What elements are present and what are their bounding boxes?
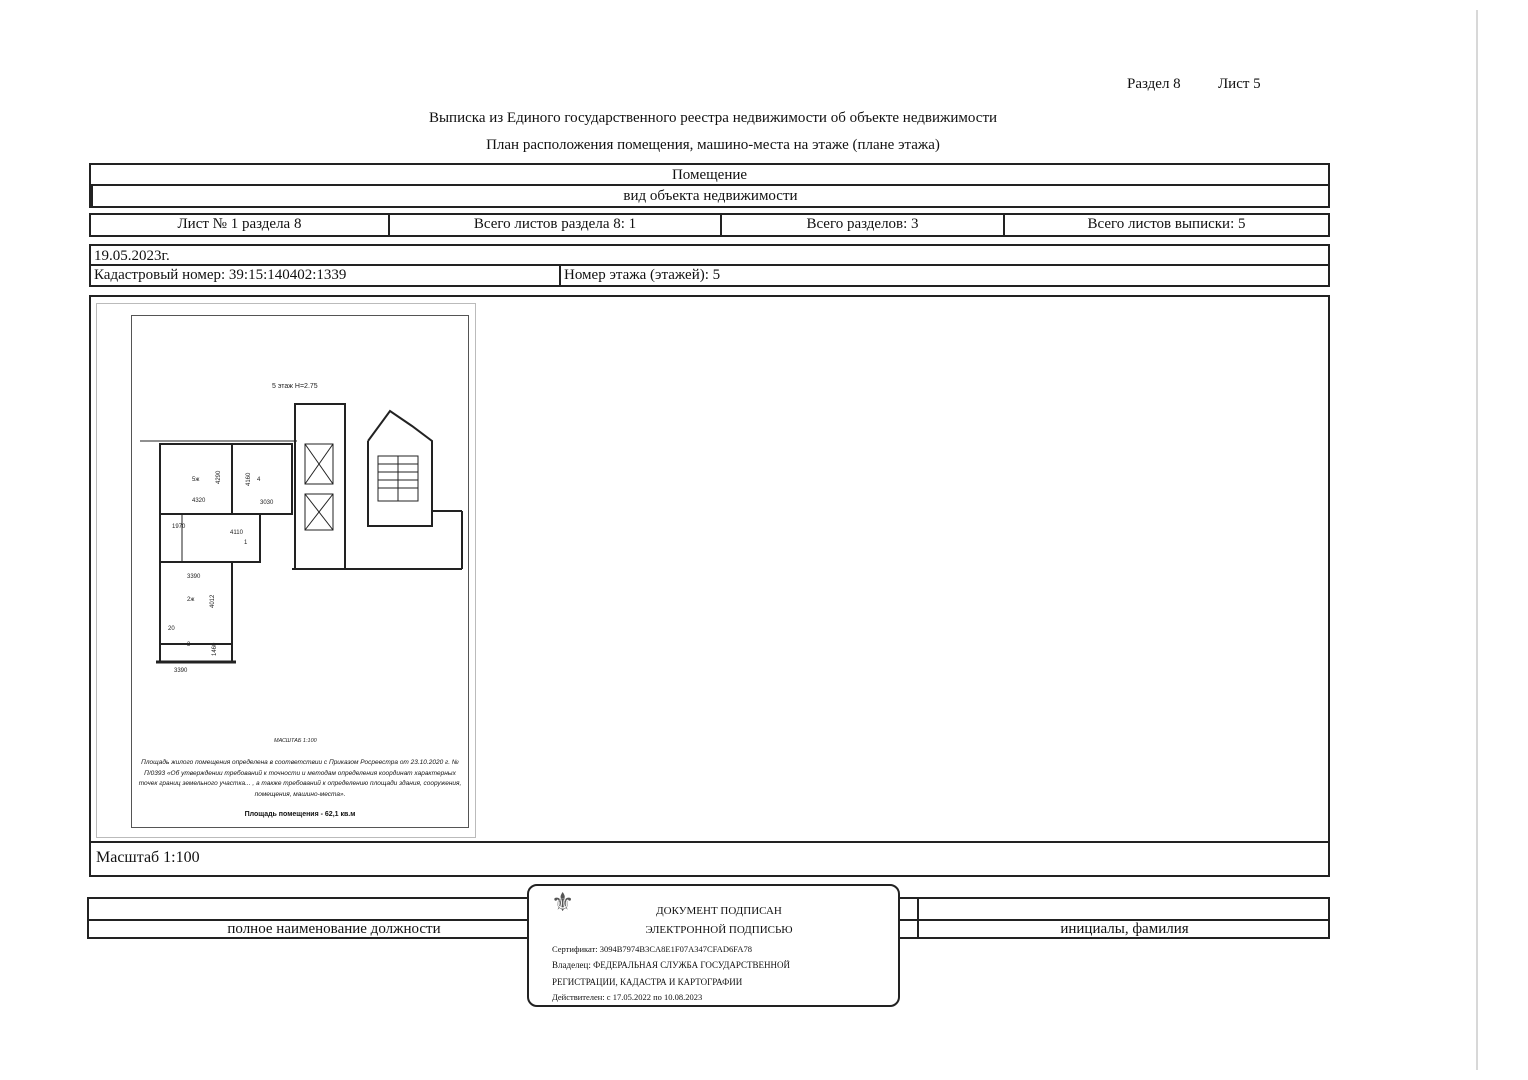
emblem-icon: ⚜: [551, 888, 575, 917]
stamp-owner-1: Владелец: ФЕДЕРАЛЬНАЯ СЛУЖБА ГОСУДАРСТВЕННОЙ: [552, 960, 791, 970]
dim-10: 1970: [172, 524, 186, 530]
dim-9: 4110: [230, 530, 243, 536]
document-subtitle: План расположения помещения, машино-места на этаже (плане этажа): [486, 137, 940, 153]
room-label-1: 1: [244, 540, 248, 546]
dim-2: 3030: [260, 500, 274, 506]
room-label-5: 5ж: [192, 477, 200, 483]
stamp-validity: Действителен: с 17.05.2022 по 10.08.2023: [552, 992, 703, 1002]
document-title: Выписка из Единого государственного реестра недвижимости об объекте недвижимости: [428, 110, 998, 126]
plan-divider: [89, 841, 1330, 843]
page-edge: [1476, 10, 1478, 1070]
room-label-2: 2ж: [187, 597, 195, 603]
dim-11: 1460: [212, 642, 218, 656]
dim-6: 4012: [210, 594, 216, 608]
wall-room-1: [160, 514, 260, 562]
floor-plan-drawing: [132, 316, 468, 827]
stamp-line-2: ЭЛЕКТРОННОЙ ПОДПИСЬЮ: [645, 924, 793, 936]
section-number: Раздел 8: [1127, 76, 1181, 92]
object-type-value: Помещение: [91, 165, 1328, 186]
sheet-number: Лист 5: [1218, 76, 1261, 92]
total-sections-cell: Всего разделов: 3: [720, 215, 1003, 235]
dim-4: 4160: [246, 472, 252, 486]
plan-scale: МАСШТАБ 1:100: [274, 738, 317, 744]
wall-room-3: [160, 644, 232, 662]
extract-date: 19.05.2023г.: [91, 246, 1328, 266]
object-type-caption: вид объекта недвижимости: [91, 186, 1328, 206]
dim-7: 3390: [174, 668, 188, 674]
stamp-owner-2: РЕГИСТРАЦИИ, КАДАСТРА И КАРТОГРАФИИ: [552, 977, 743, 987]
dim-5: 3390: [187, 574, 201, 580]
info-box: [89, 244, 1330, 287]
total-sheets-cell: Всего листов выписки: 5: [1003, 215, 1328, 235]
floor-number: Номер этажа (этажей): 5: [559, 266, 1328, 285]
section-sheets-cell: Всего листов раздела 8: 1: [388, 215, 720, 235]
dim-3: 4290: [216, 470, 222, 484]
e-signature-stamp: [527, 884, 900, 1007]
position-caption: полное наименование должности: [227, 921, 441, 937]
room-label-3: 3: [187, 642, 191, 648]
sheet-info-row: [89, 213, 1330, 237]
area-method-note: Площадь жилого помещения определена в соответствии с Приказом Росреестра от 23.10.2020 г. № П/0393 «Об утверждении требований к точности и методам определения координат характерных точек границ земельного участка... , а также требований к определению площади здания, сооружения, помещения, машино-места».: [138, 759, 462, 798]
cadastral-number: Кадастровый номер: 39:15:140402:1339: [94, 267, 347, 283]
dim-1: 4320: [192, 498, 206, 504]
room-label-4: 4: [257, 477, 261, 483]
floor-level-label: 5 этаж Н=2.75: [272, 383, 318, 390]
stamp-certificate: Сертификат: 3094B7974B3CA8E1F07A347CFAD6FA78: [552, 944, 752, 954]
floor-plan-sheet: [131, 315, 469, 828]
wall-core: [295, 404, 345, 569]
sheet-number-cell: Лист № 1 раздела 8: [177, 216, 302, 232]
room-area: Площадь помещения - 62,1 кв.м: [244, 811, 356, 818]
scale-label: Масштаб 1:100: [96, 849, 200, 866]
dim-8: 20: [168, 626, 175, 632]
name-caption: инициалы, фамилия: [1060, 921, 1189, 937]
stamp-line-1: ДОКУМЕНТ ПОДПИСАН: [656, 905, 782, 917]
object-type-box: [89, 163, 1330, 208]
